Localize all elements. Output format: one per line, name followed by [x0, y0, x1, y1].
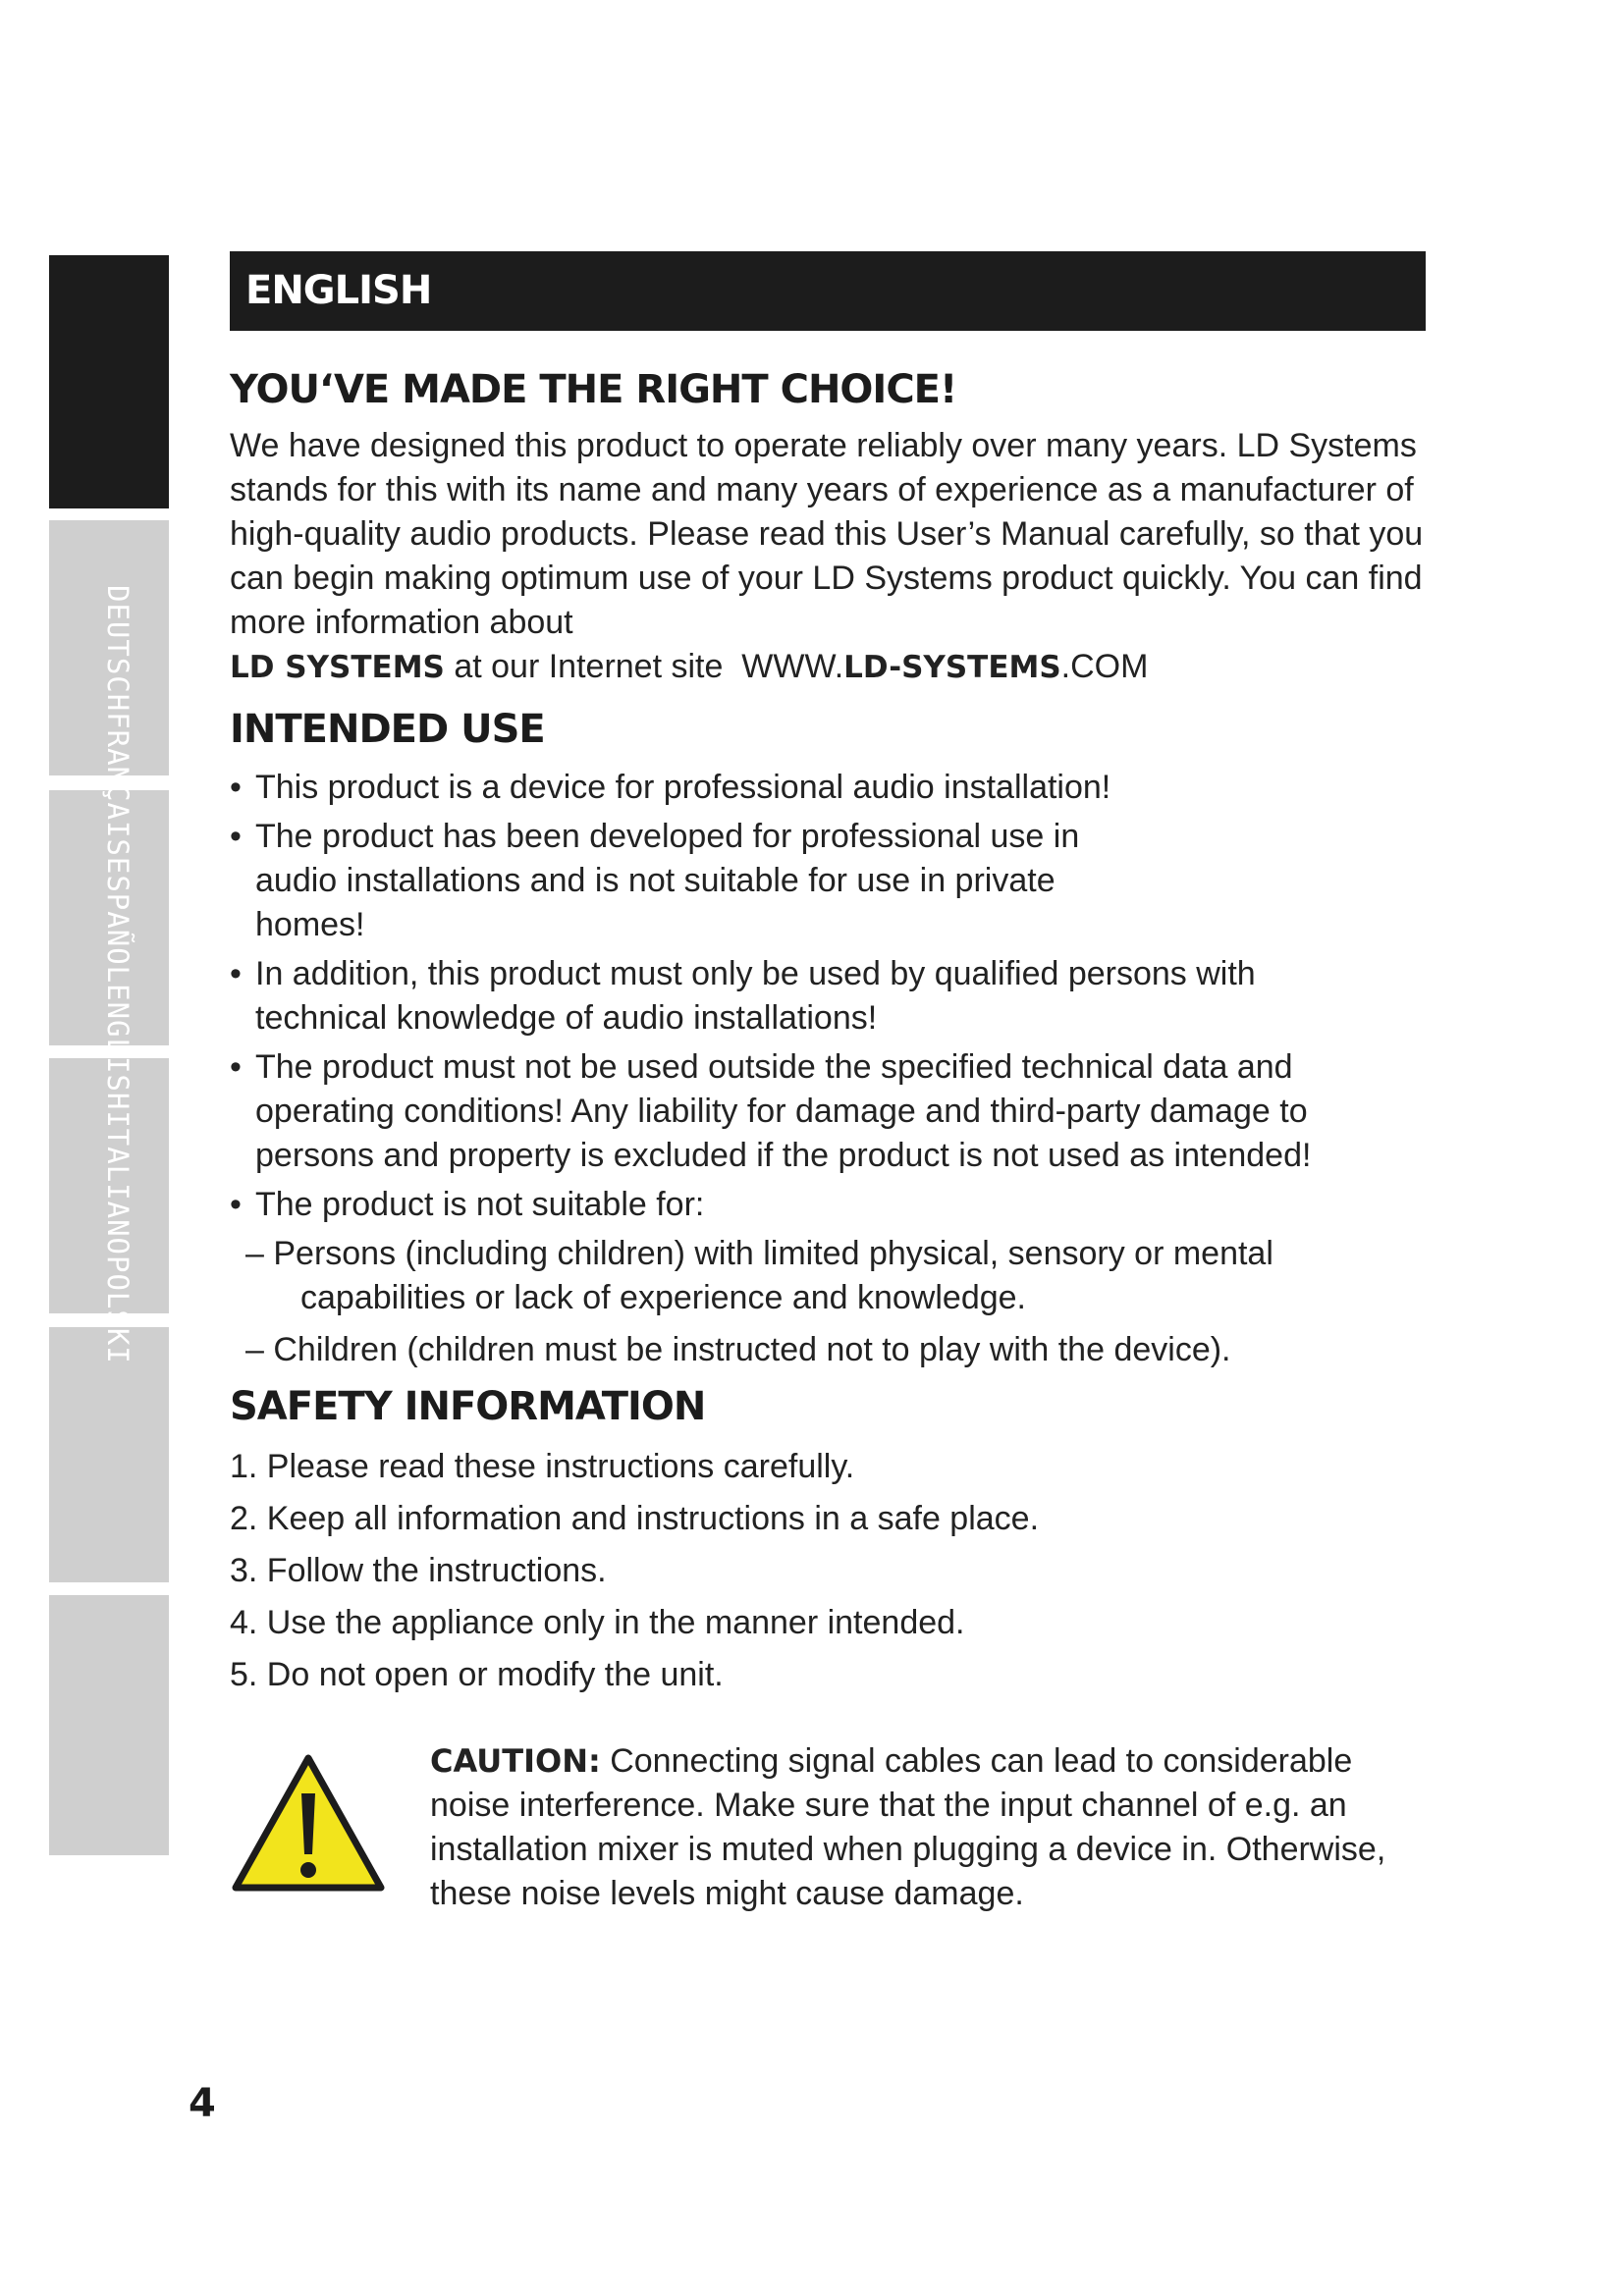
caution-label: CAUTION:	[430, 1742, 601, 1780]
list-item: 4. Use the appliance only in the manner intended.	[230, 1604, 965, 1641]
safety-heading: SAFETY INFORMATION	[230, 1384, 706, 1429]
language-tab-active	[49, 255, 169, 508]
safety-section	[230, 1445, 1428, 1705]
language-list-label: DEUTSCHFRANÇAISESPAÑOLENGLISHITALIANOPOLSKI	[101, 585, 135, 1364]
intended-use-list	[230, 766, 1428, 1227]
list-item: • This product is a device for professional audio installation!	[230, 766, 1428, 810]
not-suitable-list	[230, 1232, 1428, 1372]
intro-text: We have designed this product to operate reliably over many years. LD Systems stands for this with its name and many years of experience as a manufacturer of high-quality audio products. Please read this User’s Manual carefully, so that you can begin making optimum use of your LD Systems product quickly. You can find more information about	[230, 427, 1424, 641]
intro-section	[230, 367, 1428, 412]
intended-use-section	[230, 766, 1428, 1380]
intro-paragraph	[230, 424, 1428, 690]
list-item: • The product must not be used outside the specified technical data and operating conditions! Any liability for damage and third-party damage to persons and property is excluded if the product is not used as intended!	[230, 1045, 1428, 1178]
language-tab	[49, 1327, 169, 1582]
list-item: 3. Follow the instructions.	[230, 1552, 607, 1589]
list-item: • In addition, this product must only be used by qualified persons with technical knowledge of audio installations!	[230, 952, 1384, 1041]
page-number: 4	[189, 2081, 216, 2126]
list-item: – Children (children must be instructed not to play with the device).	[245, 1331, 1231, 1368]
brand-name: LD SYSTEMS	[230, 650, 445, 685]
caution-text: Connecting signal cables can lead to considerable noise interference. Make sure that the input channel of e.g. an installation mixer is muted when plugging a device in. Otherwise, these noise levels might cause damage.	[430, 1742, 1386, 1912]
intended-use-heading: INTENDED USE	[230, 707, 545, 752]
language-tab	[49, 1595, 169, 1855]
list-item: • The product has been developed for professional use in audio installations and is not suitable for use in private homes!	[230, 815, 1139, 947]
list-item: 5. Do not open or modify the unit.	[230, 1656, 724, 1693]
caution-note	[430, 1739, 1422, 1916]
list-item: • The product is not suitable for:	[230, 1183, 1428, 1227]
site-text: at our Internet site	[454, 648, 724, 685]
warning-triangle-icon	[230, 1752, 387, 1895]
safety-list	[230, 1445, 1428, 1697]
list-item: – Persons (including children) with limited physical, sensory or mental capabilities or lack of experience and knowledge.	[245, 1235, 1273, 1316]
website-link[interactable]: WWW.LD-SYSTEMS.COM	[741, 648, 1149, 685]
section-header-bar: ENGLISH	[230, 251, 1426, 331]
intro-heading: YOU‘VE MADE THE RIGHT CHOICE!	[230, 367, 957, 412]
list-item: 2. Keep all information and instructions in a safe place.	[230, 1500, 1040, 1537]
list-item: 1. Please read these instructions carefully.	[230, 1448, 855, 1485]
